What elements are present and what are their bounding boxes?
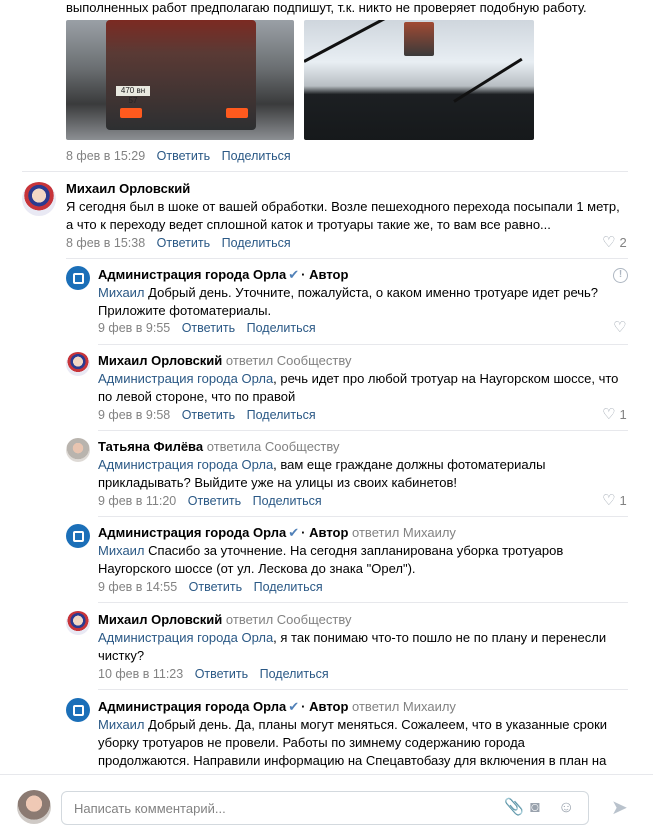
reply-link[interactable]: Ответить [156,149,211,163]
like-button[interactable] [602,493,627,508]
heart-icon: ♡ [602,406,616,423]
heart-icon: ♡ [613,319,627,336]
addressee-link[interactable]: Михаил [98,543,145,558]
share-link[interactable]: Поделиться [252,494,322,508]
post-text-tail: выполненных работ предполагаю подпишут, т.к. никто не проверяет подобную работу. [66,0,587,15]
reply-author: Татьяна Филёва ответила Сообществу [98,439,340,454]
comment-input[interactable] [61,791,589,825]
like-button[interactable] [602,407,627,422]
avatar[interactable] [66,266,90,290]
reply-meta [98,667,337,681]
logo-icon [73,273,84,284]
like-count: 1 [619,407,627,422]
reply-link[interactable]: Ответить [181,321,236,335]
comment-meta [66,236,299,250]
wiper-shape [453,58,522,103]
send-icon[interactable]: ➤ [611,797,628,819]
current-user-avatar[interactable] [17,790,51,824]
reply-text: Михаил Добрый день. Да, планы могут меняться. Сожалеем, что в указанные сроки уборку тротуаров не провели. Работы по зимнему содержанию города продолжаются. Направили информацию на Спецавтобазу для включения в план на [98,717,608,768]
camera-icon[interactable]: ◙ [530,799,540,816]
like-button[interactable] [602,235,627,250]
comment-author[interactable]: Михаил Орловский [66,181,191,196]
reply-author: Администрация города Орла ✔ · Автор ответил Михаилу [98,525,456,540]
distant-truck-image [404,22,434,56]
reply-author: Администрация города Орла ✔ · Автор [98,267,349,282]
post-meta [66,149,299,163]
reply-author: Администрация города Орла ✔ · Автор ответил Михаилу [98,699,456,714]
addressee-link[interactable]: Михаил [98,717,145,732]
paperclip-icon[interactable]: 📎 [504,799,524,816]
post-photo-truck-rear[interactable] [66,20,294,140]
reply-author: Михаил Орловский ответил Сообществу [98,612,352,627]
divider [66,258,628,259]
share-link[interactable]: Поделиться [221,236,291,250]
share-link[interactable]: Поделиться [259,667,329,681]
share-link[interactable]: Поделиться [246,321,316,335]
verified-check-icon: ✔ [288,699,300,714]
logo-icon [73,705,84,716]
share-link[interactable]: Поделиться [253,580,323,594]
avatar[interactable] [66,438,90,462]
heart-icon: ♡ [602,492,616,509]
post-photos [66,20,534,140]
reply-text: Администрация города Орла, вам еще граждане должны фотоматериалы прикладывать? Выйдите уже на улицы из своих кабинетов! [98,457,546,490]
divider [98,689,628,690]
reply-date[interactable]: 9 фев в 11:20 [98,494,177,508]
reply-date[interactable]: 9 фев в 9:58 [98,408,171,422]
addressee-link[interactable]: Администрация города Орла [98,457,274,472]
emoji-icon[interactable]: ☺ [558,799,575,816]
comment-composer [0,774,653,831]
divider [98,344,628,345]
divider [98,602,628,603]
like-count: 2 [619,235,627,250]
comment-text: Я сегодня был в шоке от вашей обработки. Возле пешеходного перехода посыпали 1 метр, а что к переходу ведет сплошной каток и тротуары такие же, то вам все равно... [66,199,620,232]
reply-author: Михаил Орловский ответил Сообществу [98,353,352,368]
reply-date[interactable]: 9 фев в 14:55 [98,580,178,594]
verified-check-icon: ✔ [288,267,300,282]
reply-text: Администрация города Орла, я так понимаю что-то пошло не по плану и перенесли чистку? [98,630,607,663]
reply-link[interactable]: Ответить [156,236,211,250]
verified-check-icon: ✔ [288,525,300,540]
reply-text: Администрация города Орла, речь идет про любой тротуар на Наугорском шоссе, что по левой стороне, что по правой [98,371,619,404]
addressee-link[interactable]: Администрация города Орла [98,630,274,645]
reply-text: Михаил Спасибо за уточнение. На сегодня запланирована уборка тротуаров Наугорского шоссе (от ул. Лескова до знака "Орел"). [98,543,564,576]
heart-icon: ♡ [602,234,616,251]
reply-meta [98,494,330,508]
truck-image [106,20,256,130]
share-link[interactable]: Поделиться [221,149,291,163]
reply-meta [98,321,324,335]
avatar[interactable] [66,698,90,722]
logo-icon [73,531,84,542]
avatar[interactable] [66,524,90,548]
post-photo-road[interactable] [304,20,534,140]
reply-meta [98,408,324,422]
like-button[interactable] [613,320,626,335]
divider [98,516,628,517]
comment-date[interactable]: 8 фев в 15:38 [66,236,146,250]
divider [98,430,628,431]
reply-link[interactable]: Ответить [194,667,249,681]
truck-plate: 470 вн 57 [116,86,150,96]
post-date[interactable]: 8 фев в 15:29 [66,149,146,163]
share-link[interactable]: Поделиться [246,408,316,422]
avatar[interactable] [22,182,56,216]
reply-link[interactable]: Ответить [187,494,242,508]
addressee-link[interactable]: Михаил [98,285,145,300]
reply-text: Михаил Добрый день. Уточните, пожалуйста, о каком именно тротуаре идет речь? Приложите фотоматериалы. [98,285,599,318]
info-icon[interactable]: ! [613,268,628,283]
reply-date[interactable]: 10 фев в 11:23 [98,667,184,681]
addressee-link[interactable]: Администрация города Орла [98,371,274,386]
avatar[interactable] [66,611,90,635]
reply-meta [98,580,331,594]
comment-input-placeholder[interactable]: Написать комментарий... [74,801,226,816]
reply-date[interactable]: 9 фев в 9:55 [98,321,171,335]
avatar[interactable] [66,352,90,376]
reply-link[interactable]: Ответить [181,408,236,422]
reply-link[interactable]: Ответить [188,580,243,594]
like-count: 1 [619,493,627,508]
divider [22,171,628,172]
